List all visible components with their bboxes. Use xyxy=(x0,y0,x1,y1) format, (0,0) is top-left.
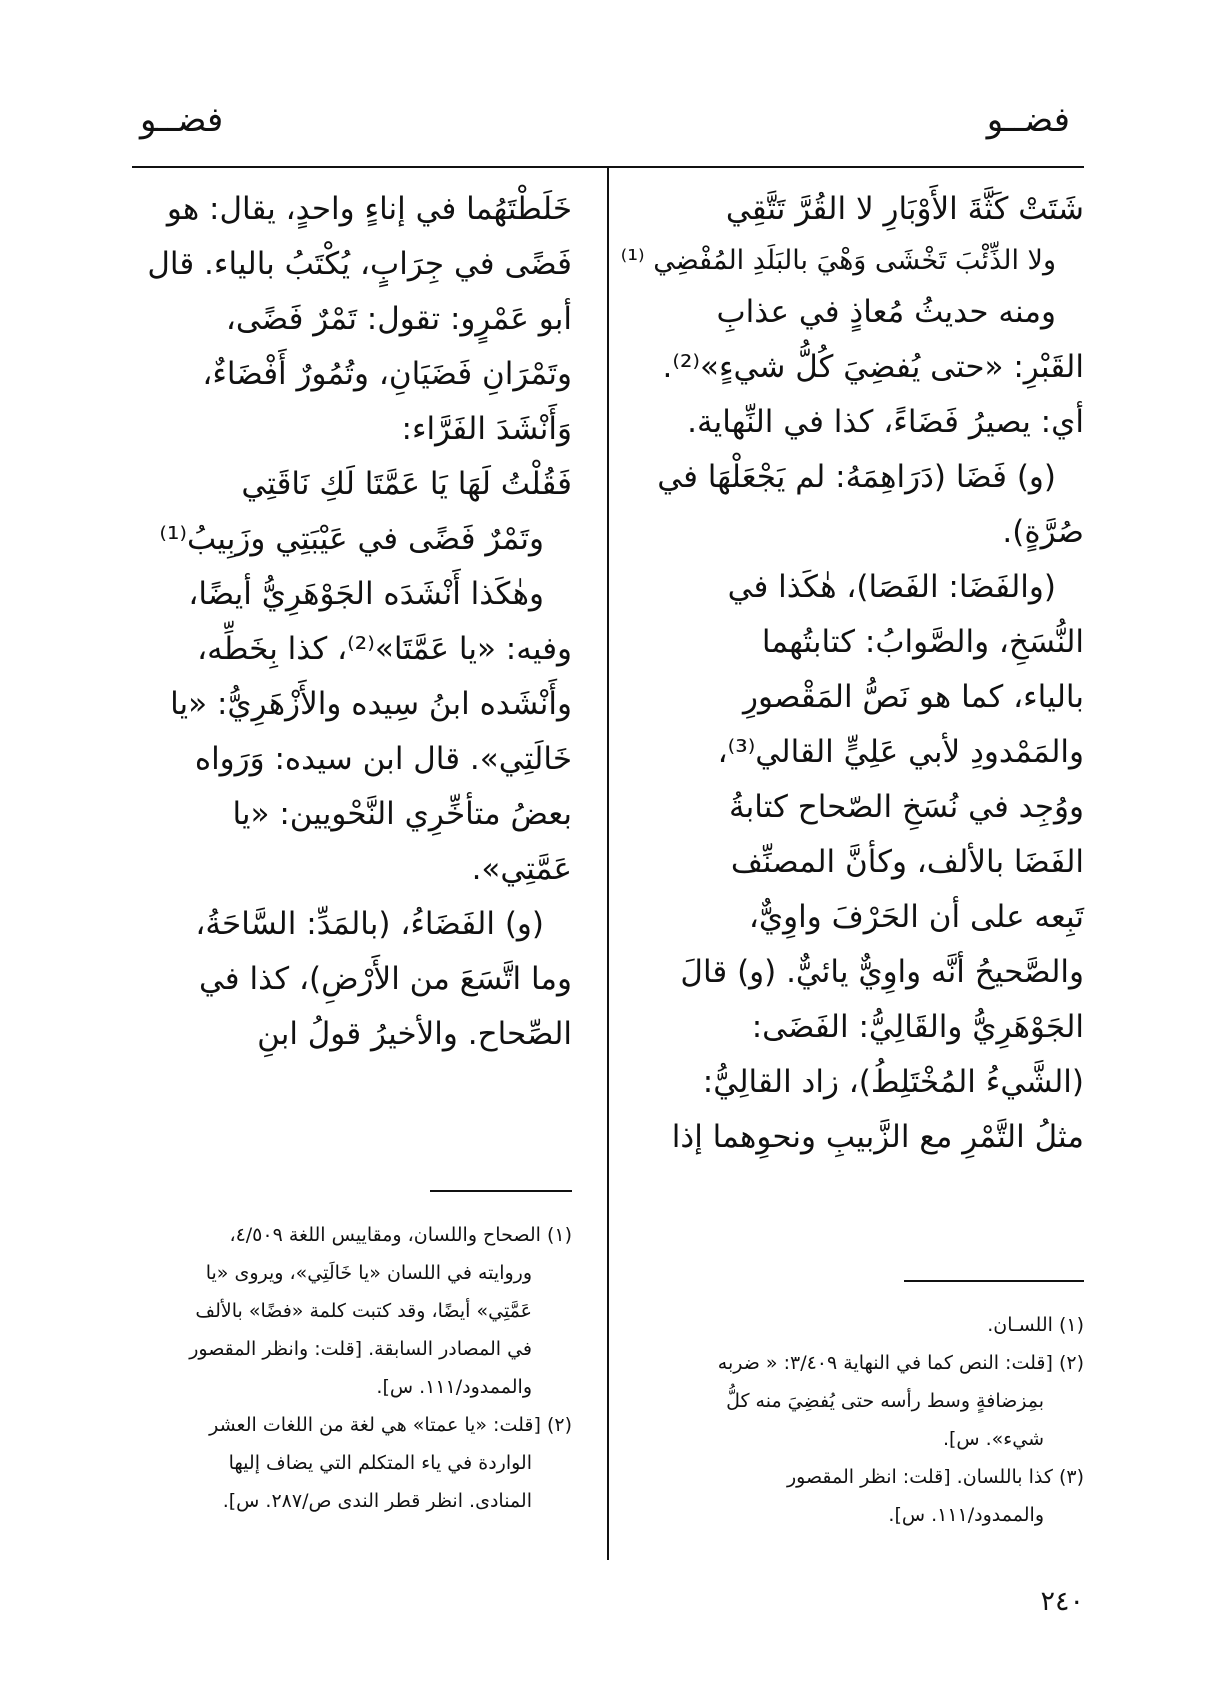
text-line: عَمَّتِي». xyxy=(471,851,572,887)
text-line: صُرَّةٍ). xyxy=(1002,514,1084,550)
footnote-rule-left xyxy=(430,1190,572,1192)
text-line: ومنه حديثُ مُعاذٍ في عذابِ xyxy=(716,294,1056,330)
text-line: (و) فَضَا (دَرَاهِمَهُ: لم يَجْعَلْهَا في xyxy=(657,459,1056,495)
footnote-line: (٢) [قلت: النص كما في النهاية ٣/٤٠٩: « ضربه xyxy=(717,1352,1084,1374)
footnotes-right xyxy=(644,1306,1084,1534)
footnote-line: عَمَّتِي» أيضًا، وقد كتبت كلمة «فضًا» بالألف xyxy=(195,1300,532,1322)
footnote-line: والممدود/١١١. س]. xyxy=(888,1504,1044,1526)
text-line: (و) الفَضَاءُ، (بالمَدِّ: السَّاحَةُ، xyxy=(195,906,544,942)
text-line: الفَضَا بالألف، وكأنَّ المصنِّف xyxy=(730,844,1084,880)
text-line: شَتَتْ كَثَّةَ الأَوْبَارِ لا القُرَّ تَتَّقِي xyxy=(725,191,1084,227)
text-line: خَلَطْتَهُما في إناءٍ واحدٍ، يقال: هو xyxy=(166,191,572,227)
text-line: مثلُ التَّمْرِ مع الزَّبيبِ ونحوِهما إذا xyxy=(671,1119,1084,1155)
text-line: فَقُلْتُ لَهَا يَا عَمَّتَا لَكِ نَاقَتِي xyxy=(241,466,572,502)
running-header-right: فضــو xyxy=(986,100,1070,140)
text-line: (والفَضَا: الفَصَا)، هٰكَذا في xyxy=(727,569,1056,605)
text-line: خَالَتِي». قال ابن سيده: وَرَواه xyxy=(194,741,572,777)
text-line: ولا الذِّئْبَ تَخْشَى وَهْيَ بالبَلَدِ المُفْضِي ⁽¹⁾ xyxy=(620,245,1056,276)
footnotes-left xyxy=(132,1216,572,1520)
text-line: النُّسَخِ، والصَّوابُ: كتابتُهما xyxy=(761,624,1084,660)
text-line: الجَوْهَرِيُّ والقَالِيُّ: الفَضَى: xyxy=(751,1009,1084,1045)
text-line: والمَمْدودِ لأبي عَلِيٍّ القالي⁽³⁾، xyxy=(717,734,1084,770)
footnote-line: الواردة في ياء المتكلم التي يضاف إليها xyxy=(228,1452,532,1474)
text-line: وفيه: «يا عَمَّتَا»⁽²⁾، كذا بِخَطِّه، xyxy=(197,631,572,667)
footnote-line: (٣) كذا باللسان. [قلت: انظر المقصور xyxy=(786,1466,1084,1488)
footnote-rule-right xyxy=(904,1280,1084,1282)
footnote-line: المنادى. انظر قطر الندى ص/٢٨٧. س]. xyxy=(222,1490,532,1512)
text-line: وما اتَّسَعَ من الأَرْضِ)، كذا في xyxy=(198,961,572,997)
text-line: فَضًى في جِرَابٍ، يُكْتَبُ بالياء. قال xyxy=(147,246,572,282)
text-line: الصِّحاح. والأخيرُ قولُ ابنِ xyxy=(257,1016,572,1052)
footnote-line: (١) اللسـان. xyxy=(987,1314,1084,1336)
text-line: وَأَنْشَدَ الفَرَّاء: xyxy=(401,411,572,447)
text-line: (الشَّيءُ المُخْتَلِطُ)، زاد القالِيُّ: xyxy=(702,1064,1084,1100)
text-line: وتَمْرٌ فَضًى في عَيْبَتِي وزَبِيبُ⁽¹⁾ xyxy=(159,521,544,557)
footnote-line: (٢) [قلت: «يا عمتا» هي لغة من اللغات العشر xyxy=(209,1414,572,1436)
text-line: أي: يصيرُ فَضَاءً، كذا في النِّهاية. xyxy=(687,404,1084,440)
page-number: ٢٤٠ xyxy=(1040,1586,1084,1617)
left-text-column xyxy=(132,182,572,1062)
text-line: بعضُ متأخِّرِي النَّحْويين: «يا xyxy=(232,796,572,832)
text-line: القَبْرِ: «حتى يُفضِيَ كُلُّ شيءٍ»⁽²⁾. xyxy=(662,349,1084,385)
text-line: وأَنْشَده ابنُ سِيده والأَزْهَرِيُّ: «يا xyxy=(170,686,572,722)
text-line: أبو عَمْرٍو: تقول: تَمْرٌ فَضًى، xyxy=(225,301,572,337)
footnote-line: وروايته في اللسان «يا خَالَتِي»، ويروى «يا xyxy=(205,1262,532,1284)
footnote-line: والممدود/١١١. س]. xyxy=(376,1376,532,1398)
right-text-column xyxy=(620,182,1084,1165)
text-line: ووُجِد في نُسَخِ الصّحاح كتابةُ xyxy=(729,789,1084,825)
column-divider xyxy=(607,168,609,1560)
text-line: بالياء، كما هو نَصُّ المَقْصورِ xyxy=(743,679,1084,715)
footnote-line: بمِزضافةٍ وسط رأسه حتى يُفضِيَ منه كلُّ xyxy=(726,1390,1044,1412)
text-line: وتَمْرَانِ فَضَيَانِ، وتُمُورٌ أَفْضَاءٌ، xyxy=(202,356,572,392)
footnote-line: في المصادر السابقة. [قلت: وانظر المقصور xyxy=(189,1338,532,1360)
running-header-left: فضــو xyxy=(140,100,224,140)
text-line: وهٰكَذا أَنْشَدَه الجَوْهَرِيُّ أيضًا، xyxy=(188,576,544,612)
footnote-line: (١) الصحاح واللسان، ومقاييس اللغة ٤/٥٠٩، xyxy=(229,1224,572,1246)
text-line: والصَّحيحُ أنَّه واوِيٌّ يائيٌّ. (و) قالَ xyxy=(680,954,1084,990)
text-line: تَبِعه على أن الحَرْفَ واوِيٌّ، xyxy=(748,899,1084,935)
footnote-line: شيء». س]. xyxy=(942,1428,1044,1450)
